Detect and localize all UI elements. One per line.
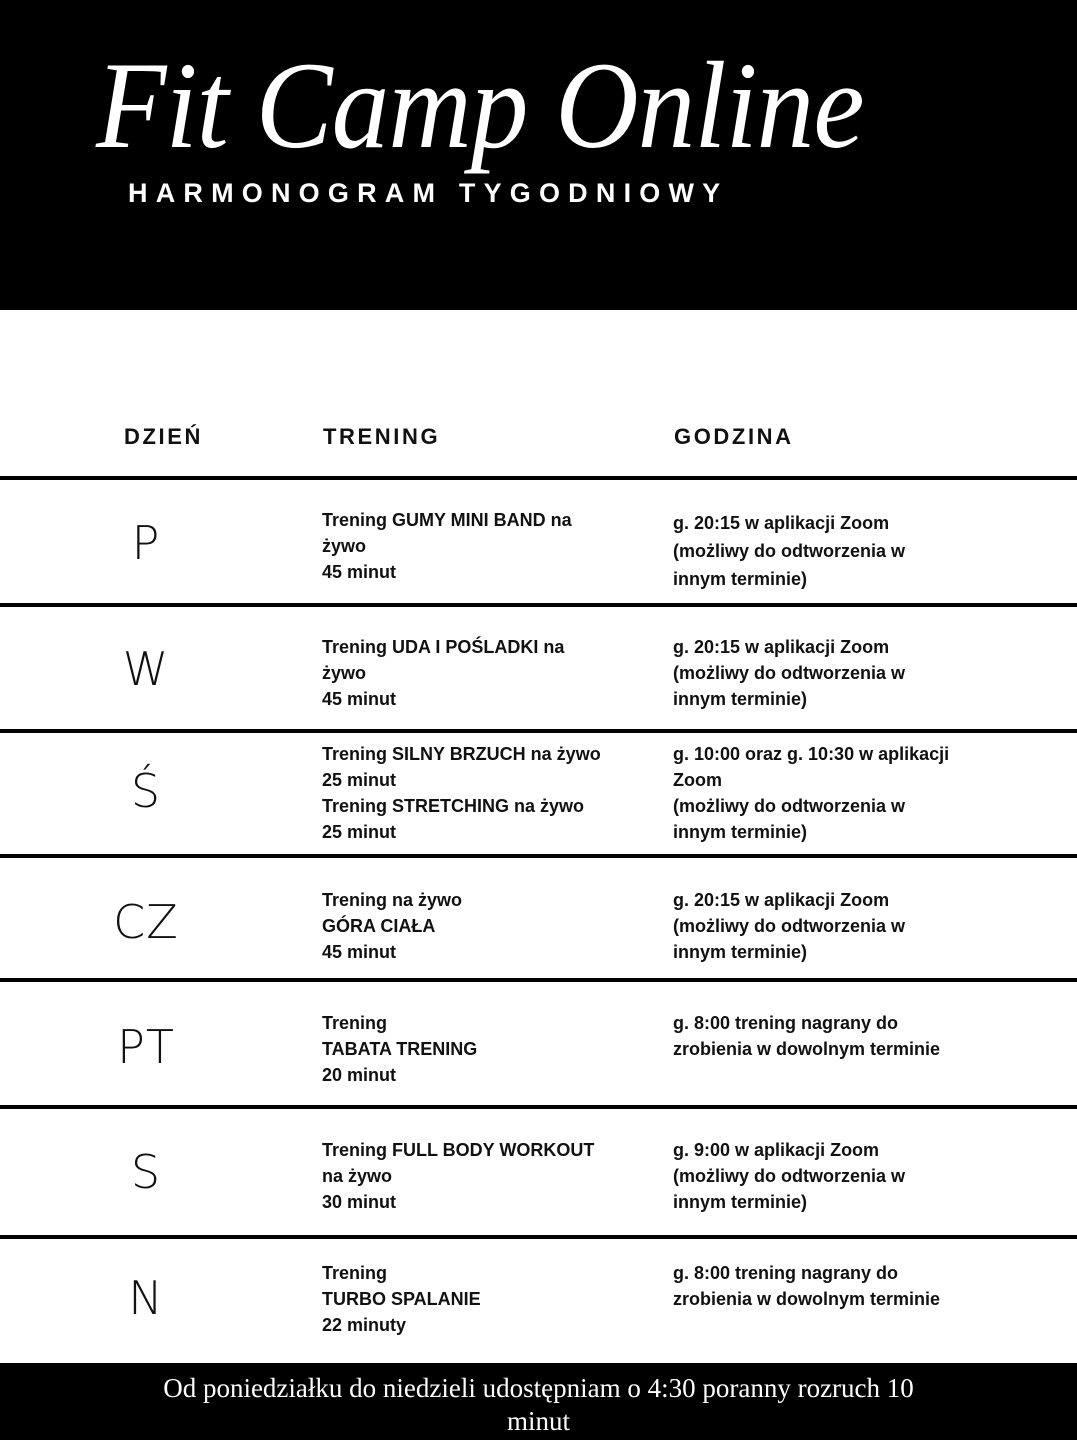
column-header-time: GODZINA (674, 424, 794, 449)
training-line: 45 minut (322, 562, 397, 582)
column-header-day: DZIEŃ (124, 424, 203, 449)
time-line: innym terminie) (673, 942, 808, 962)
row-divider (0, 854, 1077, 858)
time-line: innym terminie) (673, 822, 808, 842)
training-line: Trening UDA I POŚLADKI na (322, 637, 565, 657)
column-header-training: TRENING (323, 424, 441, 449)
training-line: GÓRA CIAŁA (322, 916, 436, 936)
day-label: Ś (130, 764, 162, 818)
day-label: P (131, 516, 161, 570)
day-label: PT (117, 1020, 175, 1074)
training-line: Trening na żywo (322, 890, 463, 910)
training-line: 45 minut (322, 942, 397, 962)
time-line: g. 20:15 w aplikacji Zoom (673, 890, 890, 910)
training-cell (322, 741, 652, 845)
training-cell (322, 887, 652, 965)
time-line: (możliwy do odtworzenia w (673, 916, 906, 936)
time-cell (673, 1260, 1063, 1312)
time-line: zrobienia w dowolnym terminie (673, 1289, 941, 1309)
time-line: (możliwy do odtworzenia w (673, 796, 906, 816)
training-line: Trening (322, 1013, 388, 1033)
page-subtitle: HARMONOGRAM TYGODNIOWY (128, 178, 729, 208)
time-cell (673, 1137, 1063, 1215)
time-line: g. 8:00 trening nagrany do (673, 1013, 899, 1033)
footer-banner (0, 1363, 1077, 1440)
training-line: Trening STRETCHING na żywo (322, 796, 585, 816)
training-line: 25 minut (322, 822, 397, 842)
training-line: Trening (322, 1263, 388, 1283)
training-cell (322, 1260, 652, 1338)
header-banner (0, 0, 1077, 310)
day-label: S (130, 1145, 162, 1199)
training-line: na żywo (322, 1166, 393, 1186)
training-line: 22 minuty (322, 1315, 407, 1335)
time-line: zrobienia w dowolnym terminie (673, 1039, 941, 1059)
time-line: g. 20:15 w aplikacji Zoom (673, 513, 890, 533)
training-line: 45 minut (322, 689, 397, 709)
page-title: Fit Camp Online (96, 37, 864, 174)
training-line: żywo (322, 663, 367, 683)
row-divider (0, 978, 1077, 982)
row-divider (0, 603, 1077, 607)
time-line: (możliwy do odtworzenia w (673, 541, 906, 561)
day-label: W (122, 642, 170, 696)
training-line: 20 minut (322, 1065, 397, 1085)
training-line: żywo (322, 536, 367, 556)
row-divider (0, 1105, 1077, 1109)
time-line: g. 9:00 w aplikacji Zoom (673, 1140, 880, 1160)
time-line: (możliwy do odtworzenia w (673, 663, 906, 683)
time-cell (673, 634, 1063, 712)
training-cell (322, 634, 652, 712)
time-cell (673, 741, 1063, 845)
training-line: Trening GUMY MINI BAND na (322, 510, 572, 530)
time-line: innym terminie) (673, 689, 808, 709)
day-label: CZ (113, 895, 179, 949)
time-line: (możliwy do odtworzenia w (673, 1166, 906, 1186)
row-divider (0, 476, 1077, 480)
time-cell (673, 509, 1063, 593)
row-divider (0, 1235, 1077, 1239)
footer-note-line: Od poniedziałku do niedzieli udostępniam o 4:30 poranny rozruch 10 (163, 1373, 914, 1403)
time-line: g. 8:00 trening nagrany do (673, 1263, 899, 1283)
day-label: N (128, 1271, 164, 1325)
time-cell (673, 1010, 1063, 1062)
training-cell (322, 1010, 652, 1088)
row-divider (0, 729, 1077, 733)
time-line: innym terminie) (673, 569, 808, 589)
time-cell (673, 887, 1063, 965)
training-line: TABATA TRENING (322, 1039, 478, 1059)
footer-note-line: minut (506, 1406, 570, 1436)
training-line: 30 minut (322, 1192, 397, 1212)
time-line: g. 10:00 oraz g. 10:30 w aplikacji (673, 744, 950, 764)
training-line: 25 minut (322, 770, 397, 790)
training-line: TURBO SPALANIE (322, 1289, 481, 1309)
time-line: g. 20:15 w aplikacji Zoom (673, 637, 890, 657)
training-cell (322, 1137, 652, 1215)
time-line: innym terminie) (673, 1192, 808, 1212)
training-line: Trening FULL BODY WORKOUT (322, 1140, 595, 1160)
time-line: Zoom (673, 770, 722, 790)
training-cell (322, 507, 652, 585)
training-line: Trening SILNY BRZUCH na żywo (322, 744, 601, 764)
